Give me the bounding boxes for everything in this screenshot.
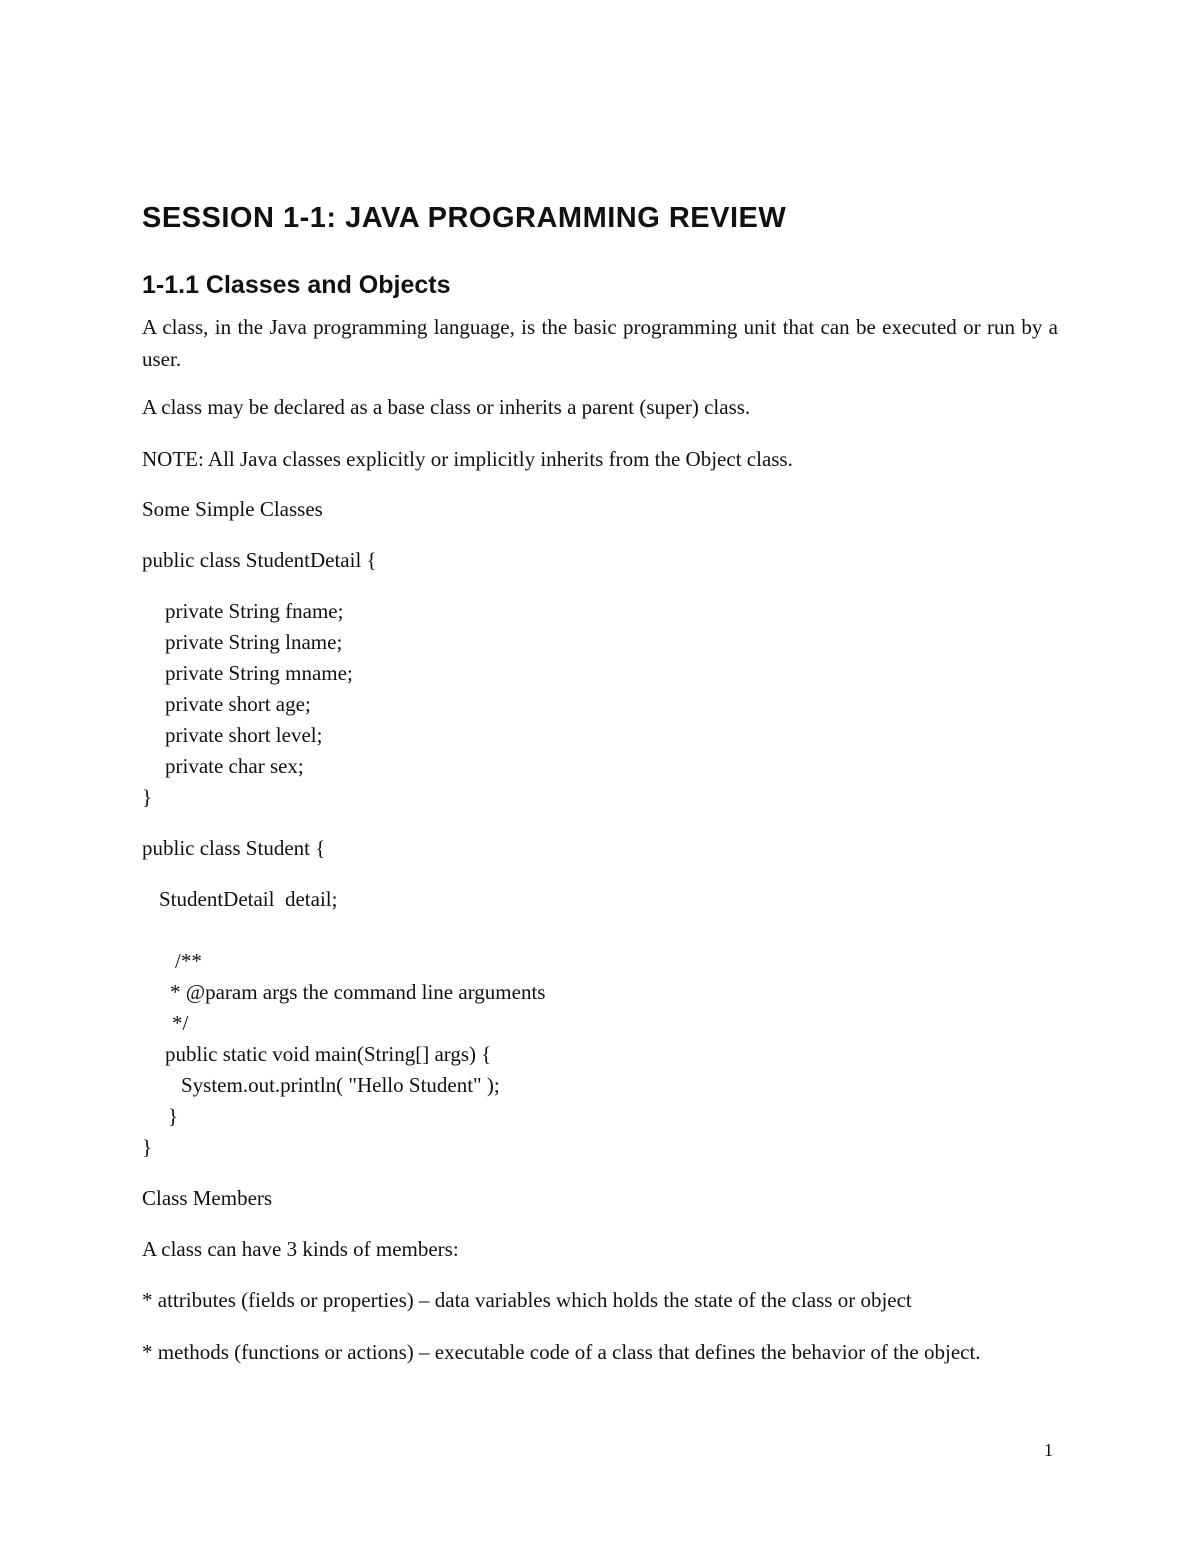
code-line: public static void main(String[] args) { <box>165 1042 492 1066</box>
code-line: private String mname; <box>165 661 353 685</box>
code-line: private short level; <box>165 723 323 747</box>
code-line: private String fname; <box>165 599 344 623</box>
code-line: /** <box>175 949 202 973</box>
bullet-methods: * methods (functions or actions) – executable code of a class that defines the behavior of the object. <box>142 1340 981 1364</box>
code-line: private String lname; <box>165 630 343 654</box>
bullet-attributes: * attributes (fields or properties) – data variables which holds the state of the class or object <box>142 1288 912 1312</box>
code-line: StudentDetail detail; <box>159 887 338 911</box>
class-members-label: Class Members <box>142 1186 273 1210</box>
section-heading: 1-1.1 Classes and Objects <box>142 271 451 299</box>
simple-classes-label: Some Simple Classes <box>142 497 323 521</box>
code-line: * @param args the command line arguments <box>170 980 546 1004</box>
kinds-of-members-paragraph: A class can have 3 kinds of members: <box>142 1237 459 1261</box>
note-paragraph: NOTE: All Java classes explicitly or implicitly inherits from the Object class. <box>142 447 793 471</box>
code-line: private short age; <box>165 692 311 716</box>
inheritance-paragraph: A class may be declared as a base class or inherits a parent (super) class. <box>142 395 751 419</box>
code-line: } <box>142 785 153 809</box>
code-line: System.out.println( "Hello Student" ); <box>181 1073 500 1097</box>
code-line: } <box>142 1135 153 1159</box>
code-line: */ <box>172 1011 189 1035</box>
page-number: 1 <box>1044 1440 1053 1460</box>
document-title: SESSION 1-1: JAVA PROGRAMMING REVIEW <box>142 202 787 234</box>
code-line: private char sex; <box>165 754 304 778</box>
code-line: public class StudentDetail { <box>142 548 377 572</box>
code-line: } <box>168 1104 179 1128</box>
intro-paragraph: A class, in the Java programming language, is the basic programming unit that can be executed or run by a user. <box>142 315 1058 371</box>
code-line: public class Student { <box>142 836 326 860</box>
